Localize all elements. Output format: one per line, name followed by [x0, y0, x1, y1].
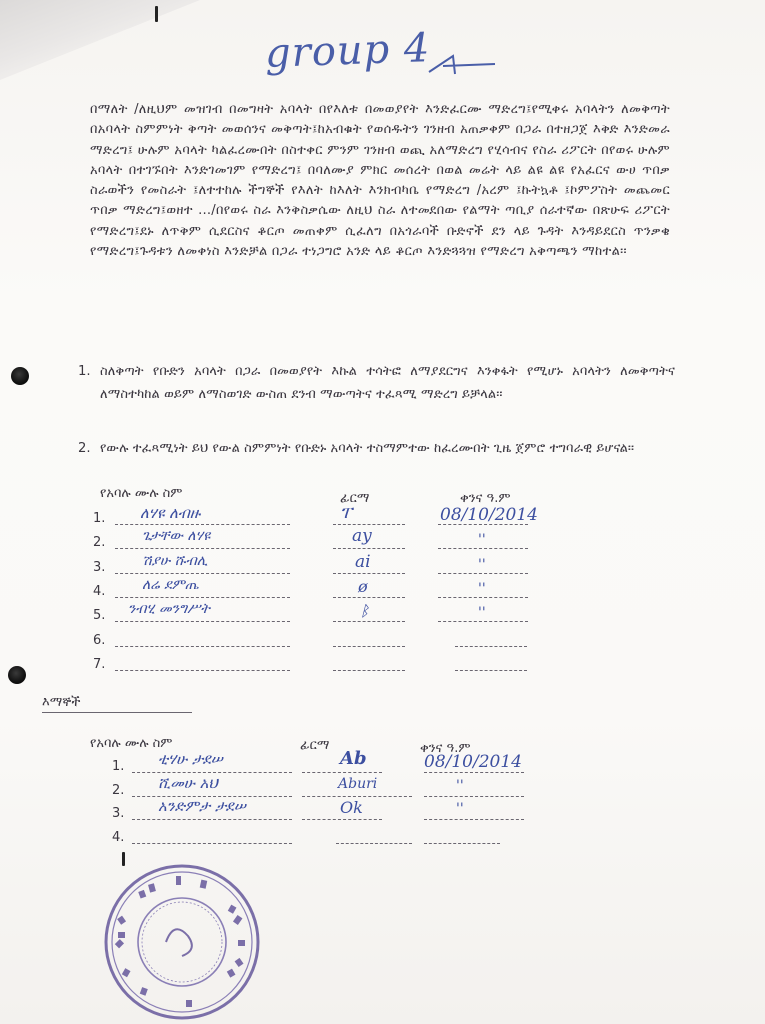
- row-number: 1.: [93, 511, 106, 526]
- sign-line: [333, 621, 405, 622]
- member-signature: ፐ: [340, 503, 352, 523]
- row-number: 3.: [112, 806, 125, 821]
- member-name: ሽያሁ ሹብሊ: [142, 553, 208, 569]
- member-date: '': [478, 532, 486, 548]
- sign-line: [302, 772, 382, 773]
- sign-line: [333, 670, 405, 671]
- witnesses-date-header: ቀንና ዓ.ም: [420, 741, 471, 756]
- witnesses-sign-header: ፊርማ: [300, 738, 330, 753]
- name-line: [115, 597, 290, 598]
- date-line: [438, 597, 528, 598]
- witnesses-heading: እማኞች: [42, 695, 81, 710]
- witness-signature: Ok: [340, 798, 363, 817]
- witness-date: '': [456, 801, 464, 817]
- clause-number: 2.: [78, 441, 91, 456]
- name-line: [132, 843, 292, 844]
- sign-line: [333, 548, 405, 549]
- row-number: 1.: [112, 759, 125, 774]
- name-line: [115, 646, 290, 647]
- row-number: 3.: [93, 560, 106, 575]
- members-name-header: የአባሉ ሙሉ ስም: [100, 486, 183, 501]
- member-date: '': [478, 557, 486, 573]
- row-number: 6.: [93, 633, 106, 648]
- row-number: 5.: [93, 608, 106, 623]
- member-date: '': [478, 581, 486, 597]
- member-signature: ai: [355, 552, 371, 572]
- members-date-header: ቀንና ዓ.ም: [460, 491, 511, 506]
- members-sign-header: ፊርማ: [340, 491, 370, 506]
- sign-line: [302, 796, 412, 797]
- date-line: [438, 621, 528, 622]
- member-name: ለሃዩ ለብዙ: [140, 504, 201, 522]
- member-signature: ø: [358, 577, 368, 596]
- sign-line: [333, 524, 405, 525]
- date-line: [424, 796, 524, 797]
- sign-line: [302, 819, 382, 820]
- name-line: [115, 524, 290, 525]
- punch-hole: [8, 666, 26, 684]
- name-line: [115, 670, 290, 671]
- member-name: ንብሂ መንግሥት: [128, 601, 210, 617]
- member-signature: ᛒ: [360, 602, 370, 620]
- witnesses-heading-line: [42, 712, 192, 713]
- date-line: [438, 548, 528, 549]
- clause-number: 1.: [78, 364, 91, 379]
- agreement-paragraph: በማለት /ለዚህም መዝገብ በመግዛት አባላት በየእለቱ በመወያየት እንድፈርሙ ማድረግ፤የሚቀሩ አባላትን ለመቅጣት በአባላት ስምምነት ቅጣት መወሰንና መቅጣት፤ከአብቁት የወሰዱትን ገንዘብ አጠቃቀም በጋራ በተዘጋጀ እቅድ እንድመራ ማድረግ፤ ሁሉም አባላት ካልፈረሙበት በስተቀር ምንም ገንዘብ ወጪ አለማድረግ የሂሳብና የስራ ሪፖርት በየወሩ ሁሉም አባላት በተገኙበት እንድገመገም የማድረግ፤ በባለሙያ ምክር መሰረት በወል መሬት ላይ ልዩ ልዩ የአፈርና ውሀ ጥበቃ ስራወችን የመስራት ፤ለተተከሉ ችግኞች የእለት ከእለት እንክብካቤ የማድረግ /አረም ፤ኩትኳቶ ፤ኮምፖስት መጨመር ጥበቃ ማድረግ፤ወዘተ .../በየወሩ ስራ እንቅስቃሴው ለዚህ ስራ ለተመደበው የልማት ጣቢያ ሰራተኛው በጽሁፍ ሪፖርት የማድረግ፤ደኑ ለጥቅም ሲደርስና ቆርጦ መጠቀም ሲፈለግ በአጎራባች ቡድኖች ደን ላይ ጉዳት እንዳይደርስ ጥንቃቄ የማድረግ፤ጉዳቱን ለመቀነስ እንድቻል በጋራ ተነጋግሮ አንድ ላይ ቆርጦ እንድጓጓዝ የማድረግ አቅጣጫን ማከተል፡፡: [90, 102, 670, 260]
- name-line: [115, 548, 290, 549]
- name-line: [115, 573, 290, 574]
- row-number: 4.: [93, 584, 106, 599]
- row-number: 4.: [112, 830, 125, 845]
- witness-signature: Aburi: [338, 776, 378, 792]
- member-name: ለሬ ደምጤ: [142, 577, 199, 593]
- member-date: 08/10/2014: [440, 505, 538, 525]
- date-line: [438, 573, 528, 574]
- punch-hole: [11, 367, 29, 385]
- date-line: [455, 646, 527, 647]
- name-line: [132, 819, 292, 820]
- witness-name: ቲሃሁ ታደሠ: [158, 750, 223, 768]
- name-line: [132, 772, 292, 773]
- date-line: [455, 670, 527, 671]
- member-name: ጌታቸው ለሃዩ: [142, 528, 211, 544]
- witness-name: አንድምታ ታደሠ: [158, 797, 246, 815]
- row-number: 2.: [112, 783, 125, 798]
- member-signature: ay: [352, 526, 372, 546]
- date-line: [424, 819, 524, 820]
- group-title: group 4: [264, 25, 432, 77]
- official-stamp: [102, 862, 262, 1022]
- witness-signature: Ab: [340, 748, 367, 769]
- clause-text: ስለቅጣት የቡድን አባላት በጋራ በመወያየት እኩል ተሳትፎ ለማያደርግና እንቀፋት የሚሆኑ አባላትን ለመቅጣትና ለማስተካከል ወይም ለማስወገድ ውስጠ ደንብ ማውጣትና ተፈጻሚ ማድረግ ይቻላል፡፡: [100, 364, 675, 402]
- sign-line: [333, 573, 405, 574]
- row-number: 7.: [93, 657, 106, 672]
- row-number: 2.: [93, 535, 106, 550]
- witness-date: 08/10/2014: [424, 752, 522, 772]
- folded-corner: [0, 0, 200, 80]
- date-line: [424, 843, 500, 844]
- witness-name: ሺመሁ አህ: [158, 774, 218, 792]
- sign-line: [333, 597, 405, 598]
- date-line: [424, 772, 524, 773]
- name-line: [115, 621, 290, 622]
- sign-line: [336, 843, 412, 844]
- title-underline: [425, 48, 505, 78]
- member-date: '': [478, 605, 486, 621]
- sign-line: [333, 646, 405, 647]
- ink-mark: [155, 6, 158, 22]
- clause-text: የውሉ ተፈጻሚነት ይህ የውል ስምምነት የቡድኑ አባላት ተስማምተው ከፈረሙበት ጊዜ ጀምሮ ተግባራዊ ይሆናል፡፡: [100, 441, 635, 456]
- witness-date: '': [456, 778, 464, 794]
- witnesses-name-header: የአባሉ ሙሉ ስም: [90, 736, 173, 751]
